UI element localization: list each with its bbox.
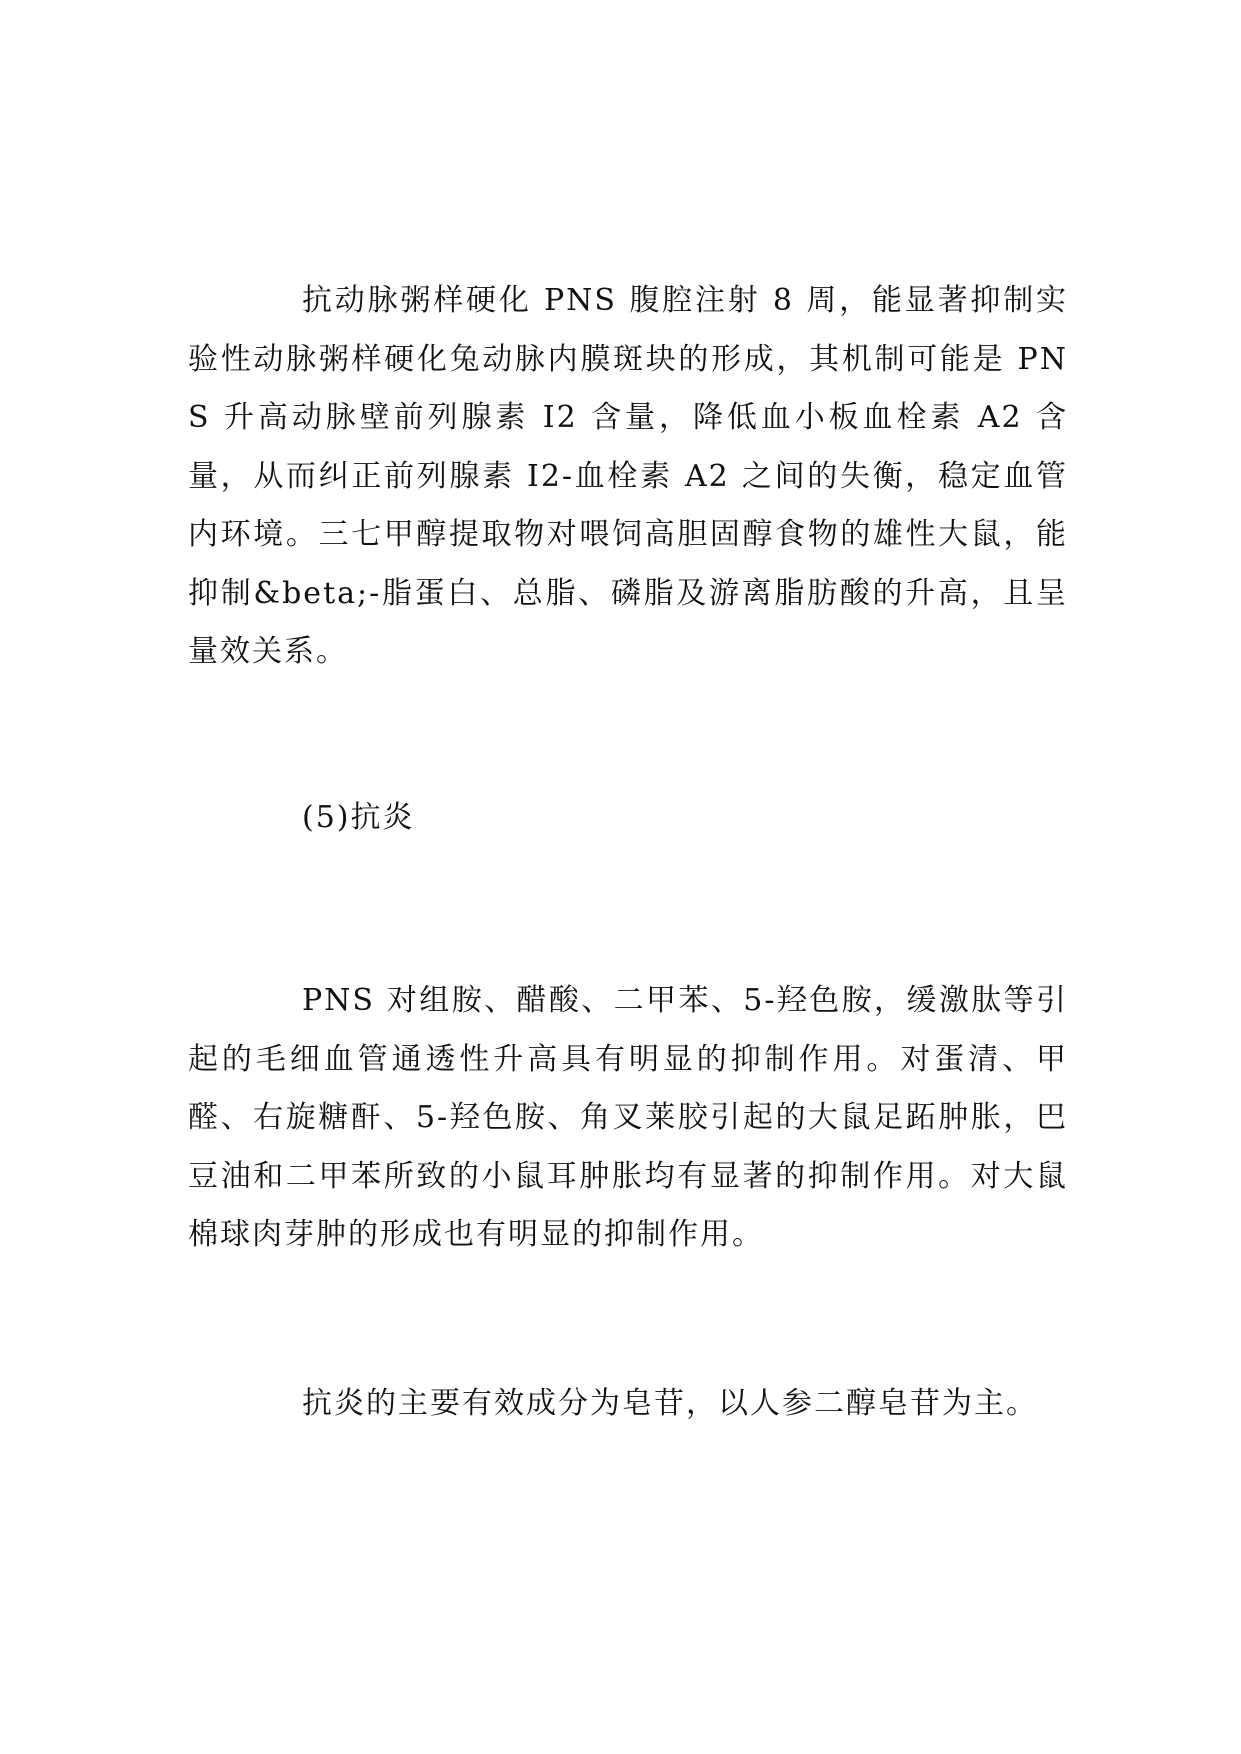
paragraph-anti-atherosclerosis: 抗动脉粥样硬化 PNS 腹腔注射 8 周，能显著抑制实验性动脉粥样硬化兔动脉内膜斑块的形成，其机制可能是 PNS 升高动脉壁前列腺素 I2 含量，降低血小板血栓素 A2 含量，从而纠正前列腺素 I2-血栓素 A2 之间的失衡，稳定血管内环境。三七甲醇提取物对喂饲高胆固醇食物的雄性大鼠，能抑制&beta;-脂蛋白、总脂、磷脂及游离脂肪酸的升高，且呈量效关系。 [188, 283, 1068, 669]
paragraph-anti-inflammation-effects: PNS 对组胺、醋酸、二甲苯、5-羟色胺，缓激肽等引起的毛细血管通透性升高具有明显的抑制作用。对蛋清、甲醛、右旋糖酐、5-羟色胺、角叉莱胶引起的大鼠足跖肿胀，巴豆油和二甲苯所致的小鼠耳肿胀均有显著的抑制作用。对大鼠棉球肉芽肿的形成也有明显的抑制作用。 [188, 983, 1068, 1252]
paragraph-active-components: 抗炎的主要有效成分为皂苷，以人参二醇皂苷为主。 [302, 1386, 1038, 1421]
section-heading-anti-inflammation: (5)抗炎 [302, 800, 415, 835]
